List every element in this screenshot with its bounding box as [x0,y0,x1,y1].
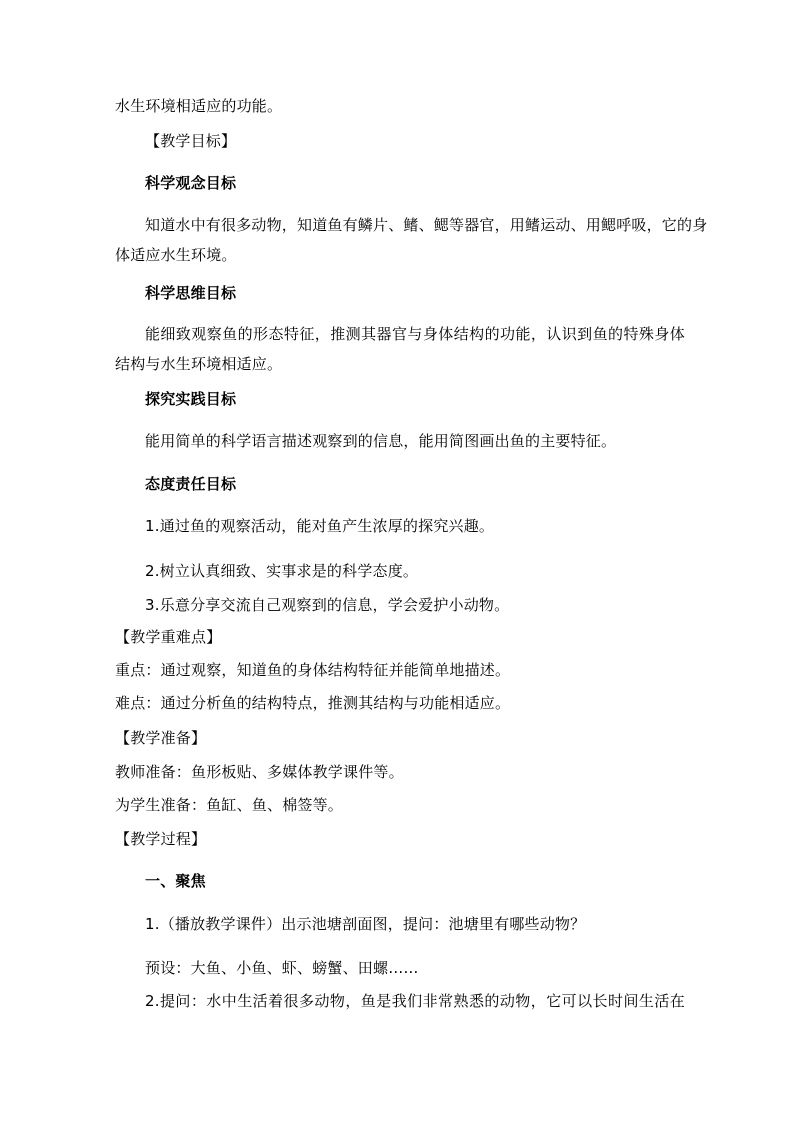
list-item: 1.通过鱼的观察活动，能对鱼产生浓厚的探究兴趣。 [145,517,495,535]
section-heading-objectives: 【教学目标】 [145,132,237,150]
paragraph-line: 难点：通过分析鱼的结构特点，推测其结构与功能相适应。 [115,694,511,712]
subheading-focus: 一、聚焦 [145,872,206,890]
section-heading-process: 【教学过程】 [115,830,207,848]
paragraph-line: 能细致观察鱼的形态特征，推测其器官与身体结构的功能，认识到鱼的特殊身体 [145,325,685,343]
subheading-inquiry-practice: 探究实践目标 [145,390,237,408]
paragraph-continuation: 水生环境相适应的功能。 [115,97,283,115]
subheading-science-concept: 科学观念目标 [145,174,237,192]
paragraph-line: 预设：大鱼、小鱼、虾、螃蟹、田螺…… [145,959,419,977]
list-item: 1.（播放教学课件）出示池塘剖面图，提问：池塘里有哪些动物？ [145,915,586,933]
paragraph-line: 体适应水生环境。 [115,246,237,264]
list-item: 3.乐意分享交流自己观察到的信息，学会爱护小动物。 [145,596,510,614]
paragraph-line: 能用简单的科学语言描述观察到的信息，能用简图画出鱼的主要特征。 [145,432,617,450]
paragraph-line: 知道水中有很多动物，知道鱼有鳞片、鳍、鳃等器官，用鳍运动、用鳃呼吸，它的身 [145,216,708,234]
subheading-attitude: 态度责任目标 [145,475,237,493]
paragraph-line: 结构与水生环境相适应。 [115,355,283,373]
paragraph-line: 重点：通过观察，知道鱼的身体结构特征并能简单地描述。 [115,661,511,679]
paragraph-line: 教师准备：鱼形板贴、多媒体教学课件等。 [115,763,404,781]
list-item: 2.树立认真细致、实事求是的科学态度。 [145,562,419,580]
paragraph-line: 为学生准备：鱼缸、鱼、棉签等。 [115,796,344,814]
section-heading-preparation: 【教学准备】 [115,729,207,747]
list-item: 2.提问：水中生活着很多动物，鱼是我们非常熟悉的动物，它可以长时间生活在 [145,992,685,1010]
section-heading-key-points: 【教学重难点】 [115,628,222,646]
subheading-science-thinking: 科学思维目标 [145,284,237,302]
